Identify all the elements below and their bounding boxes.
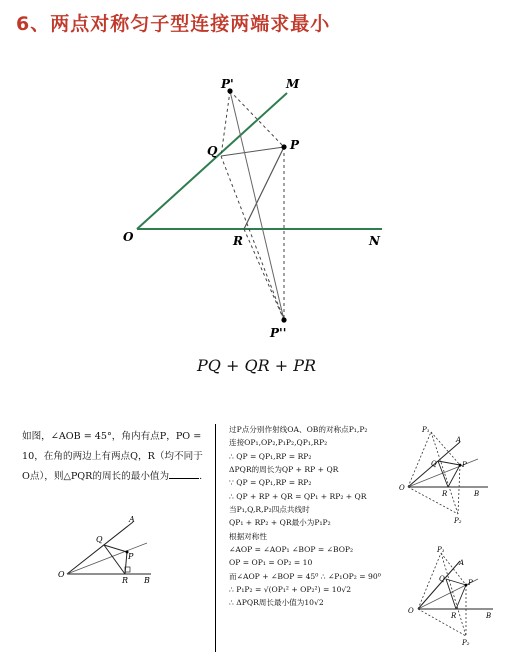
solution-line: OP = OP₁ = OP₂ = 10	[229, 558, 313, 568]
solution-line: QP₁ + RP₂ + QR最小为P₁P₂	[229, 518, 331, 528]
point-p	[465, 584, 468, 587]
solution-line: ΔPQR的周长为QP + RP + QR	[229, 465, 339, 475]
label-o-small: O	[58, 570, 65, 579]
dash-o-p1	[408, 432, 431, 487]
label-p2: P₂	[454, 517, 462, 525]
dash-r-p2	[244, 229, 284, 320]
solution-line: 而∠AOP + ∠BOP = 45⁰ ∴ ∠P₁OP₂ = 90⁰	[229, 571, 381, 581]
perimeter-formula: PQ + QR + PR	[196, 356, 316, 375]
dash-p1-p	[441, 553, 466, 585]
label-b: B	[474, 490, 480, 498]
point-p	[459, 464, 462, 467]
label-p: P	[468, 579, 473, 587]
solution-line: ∴ QP = QP₁,RP = RP₂	[229, 451, 312, 461]
solution-line: 连接OP₁,OP₂,P₁P₂,QP₁,RP₂	[229, 438, 328, 448]
solution-line: ∠AOP = ∠AOP₁ ∠BOP = ∠BOP₂	[229, 545, 354, 555]
ray-om	[137, 93, 287, 229]
solution-line: ∴ P₁P₂ = √(OP₁² + OP₂²) = 10√2	[229, 585, 352, 595]
answer-blank	[169, 468, 199, 479]
problem-figure	[55, 510, 205, 590]
label-n: N	[369, 234, 380, 248]
label-p-prime: P'	[221, 77, 234, 91]
problem-end: .	[199, 471, 203, 482]
label-p-small: P	[128, 552, 134, 561]
label-p: P	[462, 461, 467, 469]
solution-line: 根据对称性	[229, 531, 267, 541]
column-divider	[215, 424, 216, 652]
segment-qp	[221, 147, 284, 156]
label-r-small: R	[122, 576, 129, 585]
label-m: M	[286, 77, 300, 91]
dash-o-p1	[418, 553, 441, 609]
label-b: B	[486, 612, 492, 620]
segment-qr	[438, 461, 448, 487]
label-q-small: Q	[96, 535, 103, 544]
label-q: Q	[207, 144, 218, 158]
dash-o-p2	[418, 609, 466, 636]
solution-line: ∴ ΔPQR周长最小值为10√2	[229, 598, 324, 608]
problem-statement	[22, 427, 208, 487]
segment-qp-small	[104, 545, 127, 552]
dash-o-p2	[408, 487, 458, 514]
problem-text: 如图，∠AOB = 45°，角内有点P，PO = 10，在角的两边上有两点Q，R（均不同于O点），则△PQR的周长的最小值为	[22, 431, 203, 482]
dash-p1-p2	[431, 432, 458, 514]
page-title: 6、两点对称匀子型连接两端求最小	[16, 13, 331, 35]
label-a: A	[129, 515, 135, 524]
solution-steps	[229, 423, 399, 610]
point-p	[281, 144, 286, 149]
dash-p-p2	[458, 465, 460, 514]
point-p-double-prime	[281, 317, 286, 322]
label-p1: P₁	[422, 426, 430, 434]
label-a: A	[459, 559, 465, 567]
solution-line: ∴ QP + RP + QR = QP₁ + RP₂ + QR	[229, 491, 367, 501]
solution-line: 过P点分别作射线OA、OB的对称点P₁,P₂	[229, 425, 368, 434]
label-o: O	[123, 230, 134, 244]
label-a: A	[456, 436, 462, 444]
label-b: B	[144, 576, 150, 585]
label-o: O	[408, 607, 414, 615]
segment-p1-p2-solid	[230, 91, 284, 320]
label-q: Q	[439, 575, 445, 583]
right-figure-top	[398, 422, 508, 527]
segment-pr	[244, 147, 284, 229]
label-p-double-prime: P''	[270, 326, 287, 340]
ray-op	[67, 543, 147, 574]
label-p: P	[290, 138, 300, 152]
label-p2: P₂	[462, 639, 470, 647]
segment-pr	[456, 585, 466, 609]
label-p1: P₁	[437, 546, 445, 554]
solution-line: 当P₁,Q,R,P₂四点共线时	[229, 505, 310, 515]
ray-oa	[67, 522, 133, 574]
right-figure-bottom	[398, 541, 508, 651]
label-r: R	[451, 612, 457, 620]
solution-line: ∵ QP = QP₁,RP = RP₂	[229, 478, 312, 488]
segment-qp	[446, 579, 466, 585]
label-q: Q	[431, 460, 437, 468]
label-r: R	[442, 490, 448, 498]
label-r: R	[233, 234, 243, 248]
segment-qr-small	[104, 545, 125, 574]
label-o: O	[399, 484, 405, 492]
dash-q-p2	[221, 156, 284, 320]
